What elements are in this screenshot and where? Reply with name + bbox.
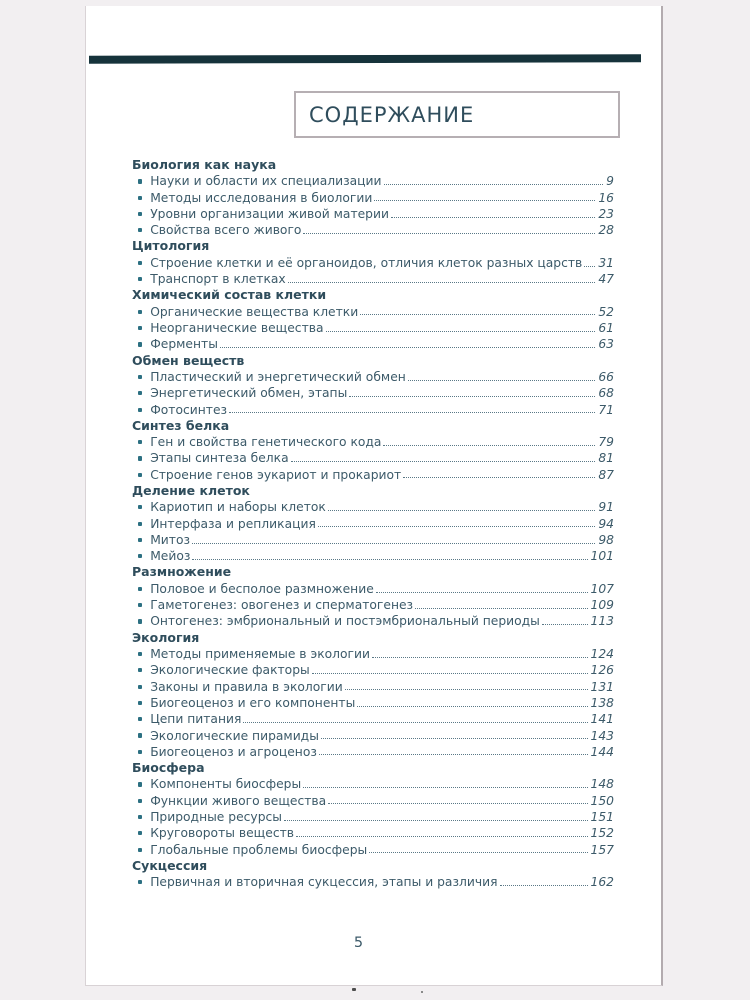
toc-section-heading: Деление клеток [132,482,250,498]
toc-entry-label: Строение клетки и её органоидов, отличия клеток разных царств [150,255,583,270]
bullet-icon [138,277,142,281]
toc-entry-page: 91 [598,500,614,515]
bullet-icon [138,179,142,183]
toc-entry-page: 109 [590,598,614,613]
dotted-leader [408,380,596,381]
toc-entry [132,825,614,841]
toc-entry-label: Этапы синтеза белка [150,451,289,466]
toc-section-heading: Цитология [132,238,210,254]
toc-entry [132,369,614,385]
toc-entry [132,190,614,206]
top-decorative-bar [89,54,641,63]
toc-entry [132,450,614,466]
toc-entry-page: 113 [590,614,614,629]
toc-entry-label: Ген и свойства генетического кода [150,435,382,450]
toc-entry-label: Уровни организации живой материи [150,207,389,222]
toc-entry-label: Пластический и энергетический обмен [150,370,406,384]
toc-entry-label: Экологические факторы [150,663,310,678]
toc-entry [132,744,614,760]
dotted-leader [376,592,588,593]
bullet-icon [138,228,142,232]
toc-entry-label: Строение генов эукариот и прокариот [150,467,402,482]
scanned-book-page [85,6,663,986]
dotted-leader [312,673,588,674]
toc-entry-page: 52 [598,304,614,319]
dotted-leader [303,233,595,234]
dotted-leader [369,852,587,853]
toc-entry [132,173,614,189]
toc-entry-label: Цепи питания [150,712,242,727]
toc-entry [132,467,614,483]
toc-entry-label: Энергетический обмен, этапы [150,386,348,401]
toc-entry-page: 141 [590,712,614,727]
toc-entry [132,874,614,890]
page-number: 5 [353,935,364,951]
toc-entry-label: Транспорт в клетках [150,272,286,287]
bullet-icon [138,799,142,803]
toc-entry-page: 151 [590,810,614,825]
bullet-icon [138,587,142,591]
dotted-leader [192,559,587,560]
dotted-leader [372,657,588,658]
toc-entry [132,401,614,417]
toc-entry-label: Органические вещества клетки [150,304,359,319]
toc-entry [132,516,614,532]
bullet-icon [138,701,142,705]
toc-entry-page: 23 [598,207,614,222]
toc-entry [132,434,614,450]
toc-entry [132,597,614,613]
toc-entry-page: 9 [606,174,614,189]
toc-entry [132,613,614,629]
dotted-leader [403,477,595,478]
bullet-icon [138,733,142,737]
dotted-leader [229,412,595,413]
bullet-icon [138,342,142,346]
toc-entry-label: Законы и правила в экологии [150,679,343,694]
bullet-icon [138,196,142,200]
toc-entry-label: Свойства всего живого [150,223,302,238]
dotted-leader [296,836,588,837]
dotted-leader [542,624,588,625]
dotted-leader [374,200,595,201]
toc-entry-page: 66 [598,370,614,384]
toc-entry-label: Митоз [150,532,191,547]
toc-entry-page: 47 [598,272,614,287]
bullet-icon [138,685,142,689]
bullet-icon [138,310,142,314]
dotted-leader [288,282,596,283]
toc-entry-page: 16 [598,190,614,205]
toc-entry [132,776,614,792]
dotted-leader [584,266,595,267]
toc-entry-page: 157 [590,842,614,857]
dotted-leader [383,445,595,446]
toc-entry [132,646,614,662]
dotted-leader [328,803,587,804]
toc-entry [132,499,614,515]
dotted-leader [415,608,587,609]
toc-entry-page: 87 [598,467,614,482]
toc-entry [132,793,614,809]
toc-entry-label: Первичная и вторичная сукцессия, этапы и различия [150,875,498,890]
dotted-leader [291,461,596,462]
bullet-icon [138,880,142,884]
toc-entry [132,320,614,336]
toc-entry [132,222,614,238]
toc-entry [132,271,614,287]
dotted-leader [318,526,595,527]
toc-entry [132,581,614,597]
toc-entry-label: Функции живого вещества [150,793,327,808]
page-title: СОДЕРЖАНИЕ [309,102,475,127]
toc-section-heading: Обмен веществ [132,352,245,368]
dotted-leader [284,820,588,821]
toc-entry [132,304,614,320]
bullet-icon [138,538,142,542]
toc-entry-label: Науки и области их специализации [150,174,382,189]
dotted-leader [345,689,588,690]
bullet-icon [138,782,142,786]
toc-entry [132,385,614,401]
dotted-leader [319,754,588,755]
toc-entry-page: 126 [590,663,614,678]
bullet-icon [138,554,142,558]
dotted-leader [384,184,604,185]
dotted-leader [321,738,588,739]
toc-entry-page: 138 [590,695,614,710]
bullet-icon [138,391,142,395]
bullet-icon [138,326,142,330]
scan-artifact [421,991,423,993]
toc-section-heading: Синтез белка [132,417,230,433]
toc-entry [132,206,614,222]
toc-entry-label: Экологические пирамиды [150,728,319,743]
toc-entry [132,727,614,743]
toc-entry-page: 144 [590,744,614,759]
toc-section-heading: Размножение [132,564,232,580]
dotted-leader [500,885,588,886]
dotted-leader [357,706,587,707]
toc-entry [132,679,614,695]
bullet-icon [138,261,142,265]
toc-entry-page: 107 [590,581,614,596]
toc-entry [132,336,614,352]
bullet-icon [138,408,142,412]
toc-entry [132,695,614,711]
dotted-leader [326,331,596,332]
toc-entry-page: 81 [598,451,614,466]
toc-entry-page: 148 [590,777,614,792]
toc-entry-page: 143 [590,728,614,743]
toc-entry-page: 162 [590,875,614,890]
bullet-icon [138,815,142,819]
toc-entry-page: 61 [598,321,614,336]
toc-entry-page: 150 [590,793,614,808]
bullet-icon [138,652,142,656]
toc-entry-label: Неорганические вещества [150,321,324,336]
bullet-icon [138,456,142,460]
toc-entry [132,548,614,564]
toc-entry-page: 124 [590,647,614,662]
dotted-leader [303,787,587,788]
toc-entry-page: 28 [598,223,614,238]
toc-entry-label: Глобальные проблемы биосферы [150,842,368,857]
toc-entry-label: Биогеоценоз и его компоненты [150,695,356,710]
dotted-leader [391,217,595,218]
toc-section-heading: Биосфера [132,759,205,775]
bullet-icon [138,717,142,721]
toc-entry-page: 101 [590,549,614,564]
bullet-icon [138,619,142,623]
toc-entry-page: 79 [598,435,614,450]
bullet-icon [138,750,142,754]
toc-entry-label: Кариотип и наборы клеток [150,500,326,515]
toc-entry-label: Круговороты веществ [150,826,294,841]
toc-entry [132,841,614,857]
bullet-icon [138,668,142,672]
toc-entry-label: Гаметогенез: овогенез и сперматогенез [150,598,414,613]
dotted-leader [360,314,595,315]
toc-entry [132,532,614,548]
toc-entry-page: 131 [590,679,614,694]
toc-section-heading: Биология как наука [132,157,277,172]
bullet-icon [138,848,142,852]
toc-entry-label: Компоненты биосферы [150,777,302,792]
toc-entry-label: Мейоз [150,549,191,564]
toc-entry-label: Половое и бесполое размножение [150,581,374,596]
toc-entry-page: 94 [598,516,614,531]
dotted-leader [243,722,587,723]
toc-entry-label: Интерфаза и репликация [150,516,316,531]
toc-entry [132,662,614,678]
dotted-leader [192,543,595,544]
toc-entry [132,711,614,727]
table-of-contents [132,157,614,890]
toc-entry-label: Ферменты [150,337,218,352]
toc-entry-label: Онтогенез: эмбриональный и постэмбриональный периоды [150,614,540,629]
toc-entry-page: 71 [598,402,614,417]
toc-entry-label: Методы исследования в биологии [150,190,373,205]
dotted-leader [220,347,595,348]
bullet-icon [138,440,142,444]
bullet-icon [138,505,142,509]
scan-artifact [352,988,356,991]
toc-entry [132,255,614,271]
bullet-icon [138,473,142,477]
toc-entry-label: Методы применяемые в экологии [150,647,370,662]
toc-section-heading: Химический состав клетки [132,287,327,303]
toc-entry-page: 98 [598,532,614,547]
toc-entry-page: 152 [590,826,614,841]
dotted-leader [349,396,595,397]
toc-section-heading: Экология [132,629,200,645]
bullet-icon [138,375,142,379]
toc-entry-label: Биогеоценоз и агроценоз [150,744,317,759]
toc-entry-page: 63 [598,337,614,352]
toc-entry-page: 68 [598,386,614,401]
toc-entry-label: Фотосинтез [150,402,228,417]
bullet-icon [138,212,142,216]
toc-section-heading: Сукцессия [132,857,208,873]
toc-entry-label: Природные ресурсы [150,810,282,825]
bullet-icon [138,522,142,526]
bullet-icon [138,603,142,607]
toc-entry [132,809,614,825]
dotted-leader [328,510,595,511]
bullet-icon [138,831,142,835]
title-box [294,91,620,138]
toc-entry-page: 31 [598,255,614,270]
